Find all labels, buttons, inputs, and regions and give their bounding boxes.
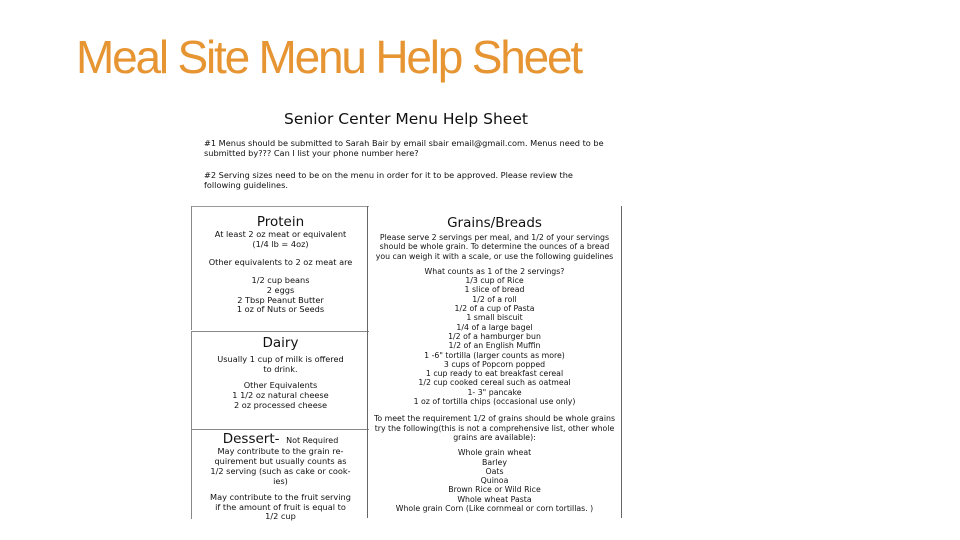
dessert-header: Dessert-	[222, 431, 280, 447]
dairy-item: 2 oz processed cheese	[233, 399, 328, 410]
protein-box	[191, 206, 369, 330]
grains-count-item: 1/2 of a cup of Pasta	[454, 304, 535, 314]
grains-whole-intro: grains are available):	[453, 432, 536, 442]
slide-title: Meal Site Menu Help Sheet	[76, 31, 581, 83]
grains-count-item: 1/2 cup cooked cereal such as oatmeal	[418, 378, 571, 388]
protein-item: 1/2 cup beans	[251, 274, 310, 285]
grains-box	[368, 206, 621, 513]
grains-count-item: 1/2 of a hamburger bun	[448, 331, 541, 341]
grains-count-item: 3 cups of Popcorn popped	[443, 359, 546, 369]
grains-whole-item: Oats	[485, 466, 504, 476]
dairy-line: to drink.	[263, 363, 298, 374]
protein-item: 2 eggs	[266, 284, 295, 295]
grains-whole-item: Whole grain wheat	[457, 448, 532, 458]
grains-count-item: 1 oz of tortilla chips (occasional use only)	[413, 397, 576, 407]
protein-min-line: (1/4 lb = 4oz)	[252, 238, 309, 249]
grains-count-item: 1 cup ready to eat breakfast cereal	[425, 369, 564, 379]
grains-count-item: 1 small biscuit	[466, 313, 523, 323]
dessert-line: 1/2 serving (such as cake or cook-	[210, 465, 351, 476]
protein-min-line: At least 2 oz meat or equivalent	[214, 229, 347, 239]
dessert-line: if the amount of fruit is equal to	[215, 501, 346, 512]
dairy-header: Dairy	[262, 335, 299, 351]
grains-count-item: 1- 3" pancake	[467, 387, 522, 397]
grains-whole-intro: To meet the requirement 1/2 of grains should be whole grains	[373, 414, 616, 424]
grains-column	[367, 206, 622, 518]
grains-whole-item: Brown Rice or Wild Rice	[448, 485, 541, 495]
grains-count-item: 1 slice of bread	[464, 285, 525, 295]
dessert-line: 1/2 cup	[265, 511, 296, 522]
grains-whole-intro: try the following(this is not a comprehensive list, other whole	[374, 423, 615, 433]
protein-item: 2 Tbsp Peanut Butter	[237, 294, 324, 305]
protein-header: Protein	[256, 214, 305, 230]
left-column	[191, 206, 368, 522]
grains-count-item: 1/4 of a large bagel	[456, 322, 533, 332]
protein-equiv-title: Other equivalents to 2 oz meat are	[208, 256, 353, 267]
grains-whole-item: Whole grain Corn (Like cornmeal or corn tortillas. )	[395, 504, 594, 514]
grains-whole-item: Barley	[482, 457, 507, 467]
protein-item: 1 oz of Nuts or Seeds	[236, 304, 325, 315]
dessert-line: May contribute to the grain re-	[217, 446, 344, 456]
grains-count-item: 1 -6" tortilla (larger counts as more)	[424, 350, 565, 360]
note-serving-sizes: #2 Serving sizes need to be on the menu in order for it to be approved. Please review the following guidelines.	[204, 170, 573, 190]
dairy-equiv-title: Other Equivalents	[243, 379, 318, 390]
dairy-box	[191, 331, 369, 429]
dessert-box	[191, 429, 369, 522]
grains-counts-title: What counts as 1 of the 2 servings?	[424, 266, 565, 276]
grains-whole-item: Whole wheat Pasta	[457, 494, 532, 504]
grains-intro-line: Please serve 2 servings per meal, and 1/2 of your servings	[379, 233, 610, 242]
grains-count-item: 1/2 of an English Muffin	[448, 341, 541, 351]
grains-header: Grains/Breads	[447, 215, 542, 231]
dessert-not-required: Not Required	[286, 436, 339, 445]
grains-intro-line: should be whole grain. To determine the ounces of a bread	[379, 242, 610, 252]
grains-count-item: 1/3 cup of Rice	[465, 276, 524, 286]
grains-intro-line: you can weigh it with a scale, or use the following guidelines	[375, 251, 614, 261]
grains-whole-item: Quinoa	[480, 476, 509, 486]
dessert-line: ies)	[273, 475, 288, 486]
grains-count-item: 1/2 of a roll	[472, 294, 517, 304]
dairy-item: 1 1/2 oz natural cheese	[232, 389, 329, 400]
dairy-line: Usually 1 cup of milk is offered	[217, 354, 344, 364]
help-sheet-image	[190, 104, 622, 522]
dessert-line: May contribute to the fruit serving	[210, 491, 351, 502]
note-submission: #1 Menus should be submitted to Sarah Bair by email sbair email@gmail.com. Menus need to be submitted by??? Can I list your phone number here?	[204, 138, 604, 158]
dessert-line: quirement but usually counts as	[214, 455, 347, 466]
sheet-title: Senior Center Menu Help Sheet	[284, 110, 528, 128]
